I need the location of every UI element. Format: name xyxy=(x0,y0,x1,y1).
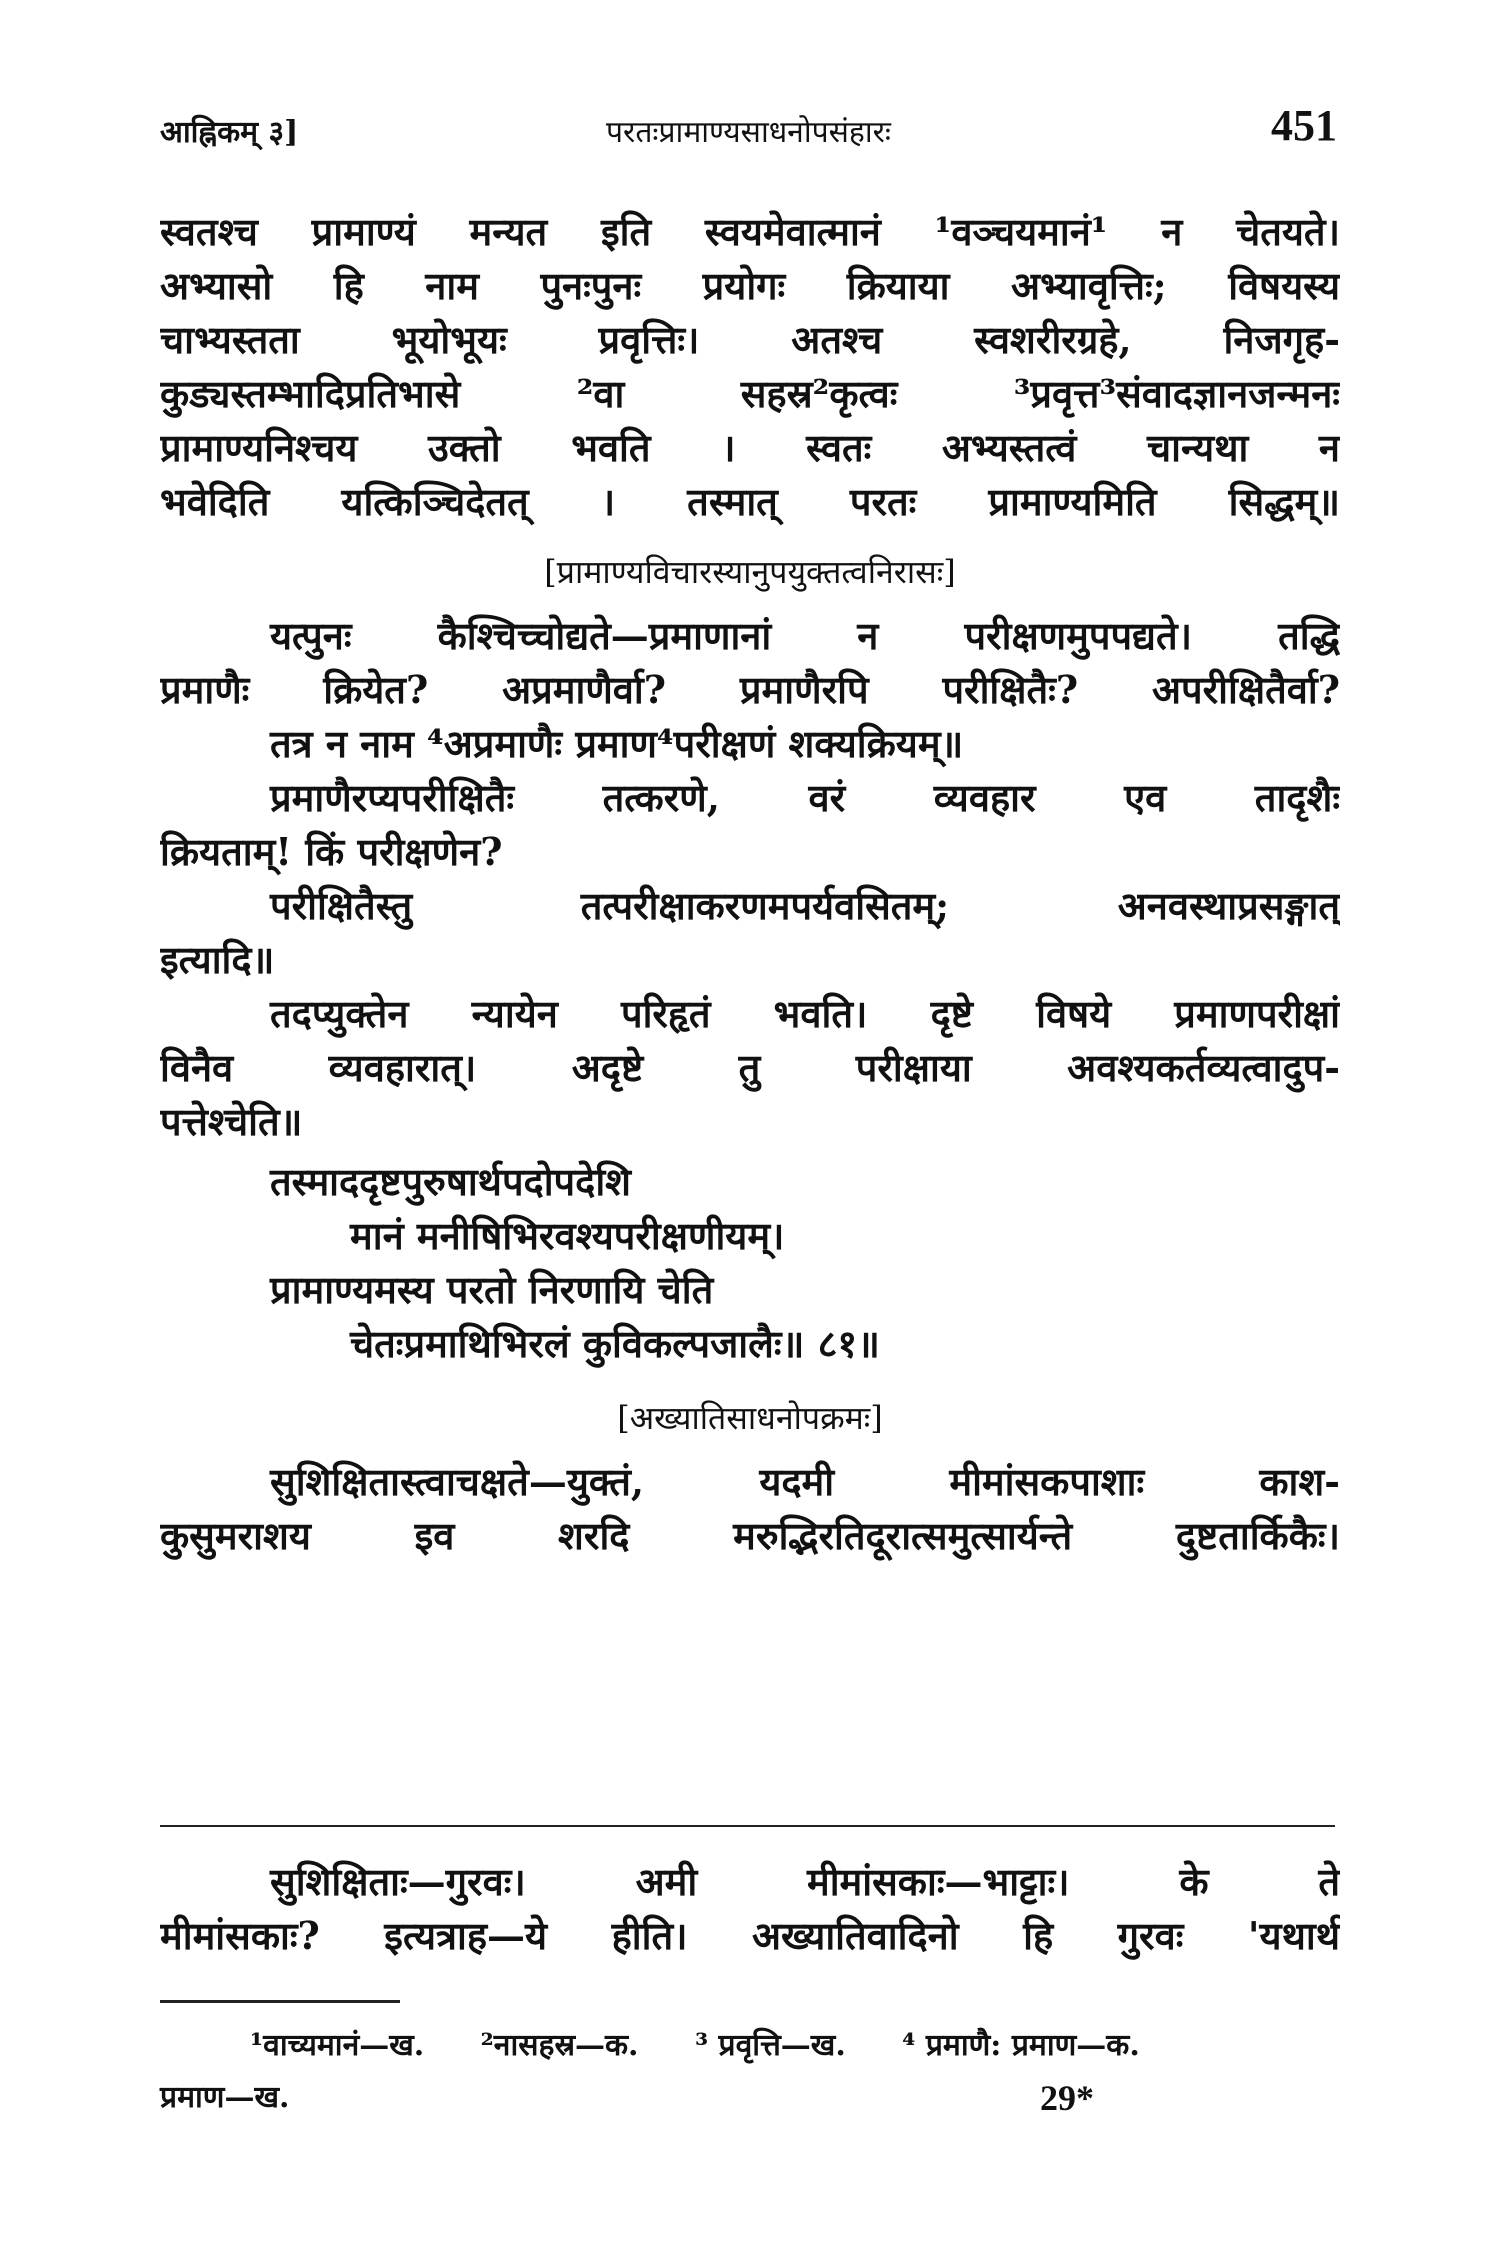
text-line: भवेदिति यत्किञ्चिदेतत् । तस्मात् परतः प्रामाण्यमिति सिद्धम्॥ xyxy=(160,479,1340,524)
commentary-line: मीमांसकाः? इत्यत्राह—ये हीति। अख्यातिवादिनो हि गुरवः 'यथार्थ xyxy=(160,1913,1340,1958)
text-line: सुशिक्षितास्त्वाचक्षते—युक्तं, यदमी मीमांसकपाशाः काश- xyxy=(270,1459,1340,1504)
page-header xyxy=(160,100,1337,160)
footnote: ²नासहस्र—क. xyxy=(480,2028,639,2063)
text-line: कुड्यस्तम्भादिप्रतिभासे ²वा सहस्र²कृत्वः ³प्रवृत्त³संवादज्ञानजन्मनः xyxy=(160,371,1340,416)
footnotes xyxy=(160,2020,1340,2124)
page-number: 451 xyxy=(1271,101,1337,150)
chapter-label: आह्निकम् ३] xyxy=(160,115,299,150)
section-heading: [अख्यातिसाधनोपक्रमः] xyxy=(617,1399,883,1437)
text-line: क्रियताम्! किं परीक्षणेन? xyxy=(160,829,503,874)
footnote: ¹वाच्यमानं—ख. xyxy=(250,2028,425,2063)
verse-line: तस्माददृष्टपुरुषार्थपदोपदेशि xyxy=(270,1159,632,1204)
text-line: विनैव व्यवहारात्। अदृष्टे तु परीक्षाया अवश्यकर्तव्यत्वादुप- xyxy=(160,1045,1340,1090)
section-heading: [प्रामाण्यविचारस्यानुपयुक्तत्वनिरासः] xyxy=(544,553,956,591)
text-line: स्वतश्च प्रामाण्यं मन्यत इति स्वयमेवात्मानं ¹वञ्चयमानं¹ न चेतयते। xyxy=(160,209,1340,254)
text-line: चाभ्यस्तता भूयोभूयः प्रवृत्तिः। अतश्च स्वशरीरग्रहे, निजगृह- xyxy=(160,317,1340,362)
main-text xyxy=(160,205,1340,1563)
footnote-divider xyxy=(160,2000,400,2003)
footnote-row xyxy=(160,2072,1340,2124)
text-line: इत्यादि॥ xyxy=(160,937,275,982)
commentary xyxy=(160,1855,1340,1963)
text-line: अभ्यासो हि नाम पुनःपुनः प्रयोगः क्रियाया अभ्यावृत्तिः; विषयस्य xyxy=(160,263,1340,308)
footnote: ³ प्रवृत्ति—ख. xyxy=(694,2028,846,2063)
commentary-divider xyxy=(160,1825,1335,1827)
verse-line: प्रामाण्यमस्य परतो निरणायि चेति xyxy=(270,1267,714,1312)
commentary-line: सुशिक्षिताः—गुरवः। अमी मीमांसकाः—भाट्टाः। के ते xyxy=(270,1859,1340,1904)
text-line: तदप्युक्तेन न्यायेन परिहृतं भवति। दृष्टे विषये प्रमाणपरीक्षां xyxy=(270,991,1340,1036)
signature-mark: 29* xyxy=(1040,2078,1094,2118)
verse-line: मानं मनीषिभिरवश्यपरीक्षणीयम्। xyxy=(350,1213,785,1258)
footnote: प्रमाण—ख. xyxy=(160,2080,290,2115)
text-line: प्रमाणैः क्रियेत? अप्रमाणैर्वा? प्रमाणैरपि परीक्षितैः? अपरीक्षितैर्वा? xyxy=(160,667,1340,712)
text-line: पत्तेश्चेति॥ xyxy=(160,1099,303,1144)
footnote-row xyxy=(160,2020,1340,2072)
text-line: प्रामाण्यनिश्चय उक्तो भवति । स्वतः अभ्यस्तत्वं चान्यथा न xyxy=(160,425,1340,470)
text-line: प्रमाणैरप्यपरीक्षितैः तत्करणे, वरं व्यवहार एव तादृशैः xyxy=(270,775,1340,820)
text-line: यत्पुनः कैश्चिच्चोद्यते—प्रमाणानां न परीक्षणमुपपद्यते। तद्धि xyxy=(270,613,1340,658)
verse-line: चेतःप्रमाथिभिरलं कुविकल्पजालैः॥ ८१॥ xyxy=(350,1321,880,1366)
running-title: परतःप्रामाण्यसाधनोपसंहारः xyxy=(606,115,891,150)
footnote: ⁴ प्रमाणै: प्रमाण—क. xyxy=(902,2028,1140,2063)
text-line: परीक्षितैस्तु तत्परीक्षाकरणमपर्यवसितम्; अनवस्थाप्रसङ्गात् xyxy=(270,883,1340,928)
text-line: तत्र न नाम ⁴अप्रमाणैः प्रमाण⁴परीक्षणं शक्यक्रियम्॥ xyxy=(270,721,964,766)
text-line: कुसुमराशय इव शरदि मरुद्भिरतिदूरात्समुत्सार्यन्ते दुष्टतार्किकैः। xyxy=(160,1513,1340,1558)
